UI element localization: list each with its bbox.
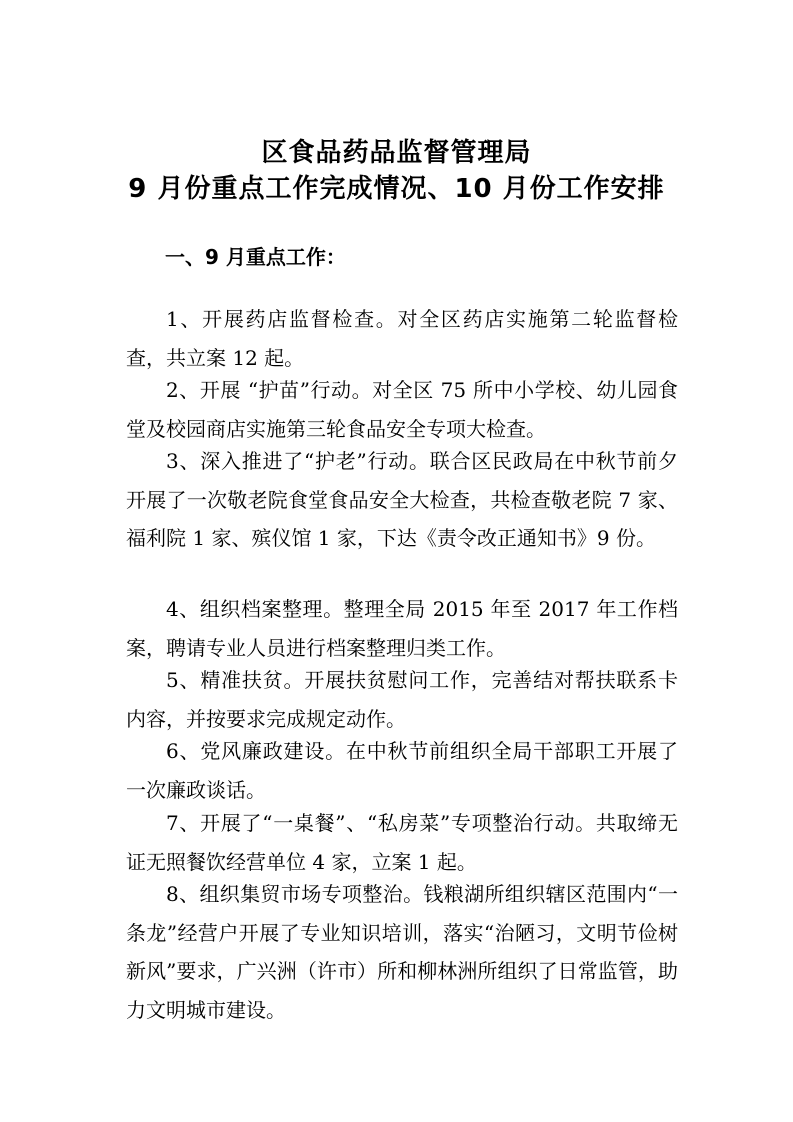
work-item-2: 2、开展 “护苗”行动。对全区 75 所中小学校、幼儿园食堂及校园商店实施第三轮食品安全专项大检查。	[126, 378, 678, 441]
work-item-6: 6、党风廉政建设。在中秋节前组织全局干部职工开展了一次廉政谈话。	[126, 739, 678, 802]
work-item-5: 5、精准扶贫。开展扶贫慰问工作，完善结对帮扶联系卡内容，并按要求完成规定动作。	[126, 668, 678, 731]
work-item-7: 7、开展了“一桌餐”、“私房菜”专项整治行动。共取缔无证无照餐饮经营单位 4 家，立案 1 起。	[126, 811, 678, 874]
document-title-line2: 9 月份重点工作完成情况、10 月份工作安排	[128, 174, 665, 204]
document-title-line1: 区食品药品监督管理局	[261, 138, 532, 168]
work-item-8: 8、组织集贸市场专项整治。钱粮湖所组织辖区范围内“一条龙”经营户开展了专业知识培训，落实“治陋习，文明节俭树新风”要求，广兴洲（许市）所和柳林洲所组织了日常监管，助力文明城市建设。	[126, 882, 678, 1022]
work-item-3: 3、深入推进了“护老”行动。联合区民政局在中秋节前夕开展了一次敬老院食堂食品安全大检查，共检查敬老院 7 家、福利院 1 家、殡仪馆 1 家，下达《责令改正通知书》9 份。	[126, 449, 678, 551]
work-item-1: 1、开展药店监督检查。对全区药店实施第二轮监督检查，共立案 12 起。	[126, 307, 678, 370]
section-heading: 一、9 月重点工作：	[165, 245, 346, 269]
work-item-4: 4、组织档案整理。整理全局 2015 年至 2017 年工作档案，聘请专业人员进行档案整理归类工作。	[126, 597, 678, 660]
